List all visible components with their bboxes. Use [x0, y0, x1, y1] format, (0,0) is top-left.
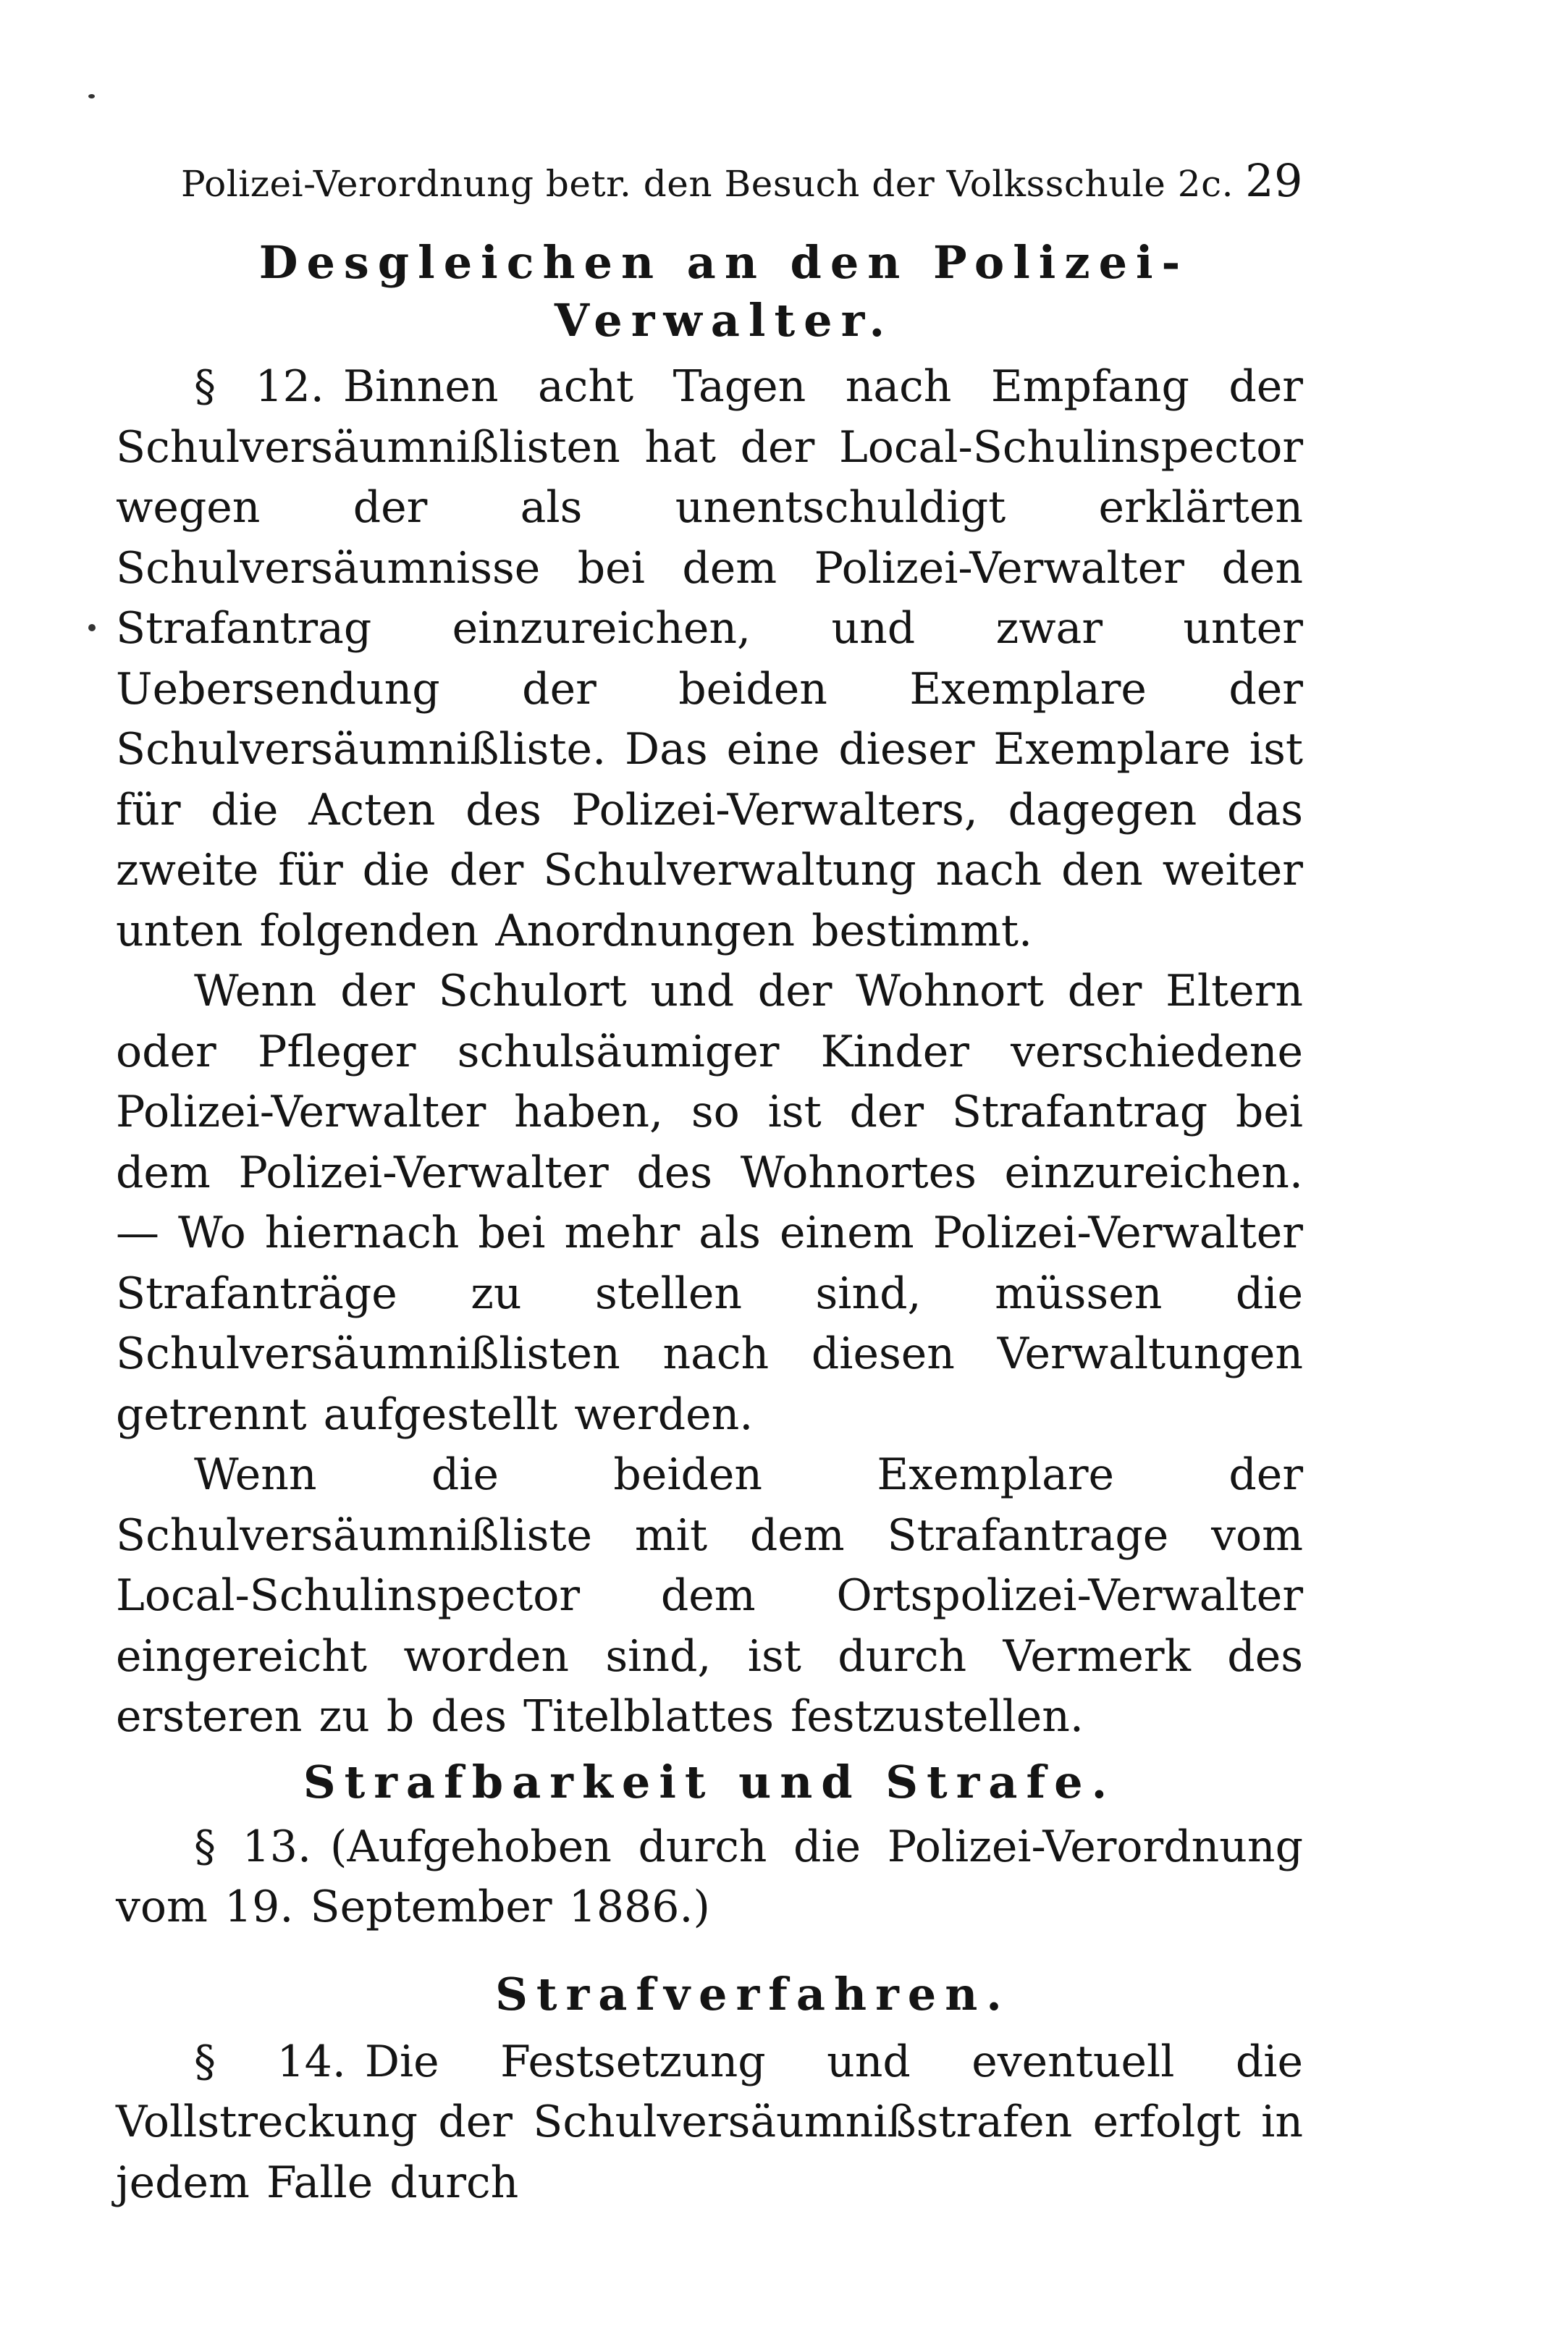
paragraph-section-12-residence: Wenn der Schulort und der Wohnort der Eltern oder Pfleger schulsäumiger Kinder verschiedene Polizei-Verwalter haben, so ist der Strafantrag bei dem Polizei-Verwalter des Wohnortes einzureichen. — Wo hiernach bei mehr als einem Polizei-Verwalter Strafanträge zu stellen sind, müssen die Schulversäumnißlisten nach diesen Verwaltungen getrennt aufgestellt werden. [116, 966, 1303, 1440]
section-number-13: § 13. [194, 1821, 312, 1872]
running-head-title: Polizei-Verordnung betr. den Besuch der Volksschule 2c. [181, 163, 1234, 205]
paragraph-section-12 [116, 357, 1303, 961]
section-number-12: § 12. [194, 361, 324, 412]
book-page [116, 156, 1303, 2213]
ink-speck [88, 94, 95, 98]
section-number-14: § 14. [194, 2036, 346, 2087]
section-14-text: Die Festsetzung und eventuell die Vollstreckung der Schulversäumnißstrafen erfolgt in jedem Falle durch [116, 2036, 1304, 2208]
page-number: 29 [1245, 154, 1303, 207]
ink-speck [88, 624, 96, 631]
section-heading-punishability: Strafbarkeit und Strafe. [303, 1755, 1116, 1808]
section-12-text: Binnen acht Tagen nach Empfang der Schulversäumnißlisten hat der Local-Schulinspector wegen der als unentschuldigt erklärten Schulversäumnisse bei dem Polizei-Verwalter den Strafantrag einzureichen, und zwar unter Uebersendung der beiden Exemplare der Schulversäumnißliste. Das eine dieser Exemplare ist für die Acten des Polizei-Verwalters, dagegen das zweite für die der Schulverwaltung nach den weiter unten folgenden Anordnungen bestimmt. [116, 361, 1303, 956]
section-13-text: (Aufgehoben durch die Polizei-Verordnung vom 19. September 1886.) [116, 1821, 1303, 1932]
paragraph-section-12-submission: Wenn die beiden Exemplare der Schulversäumnißliste mit dem Strafantrage vom Local-Schulinspector dem Ortspolizei-Verwalter eingereicht worden sind, ist durch Vermerk des ersteren zu b des Titelblattes festzustellen. [116, 1449, 1303, 1742]
running-head [181, 156, 1303, 209]
paragraph-section-14 [116, 2032, 1303, 2214]
paragraph-section-13 [116, 1817, 1303, 1938]
section-heading-penal-procedure: Strafverfahren. [495, 1967, 1011, 2021]
section-heading-police-administrator: Desgleichen an den Polizei-Verwalter. [258, 236, 1189, 347]
